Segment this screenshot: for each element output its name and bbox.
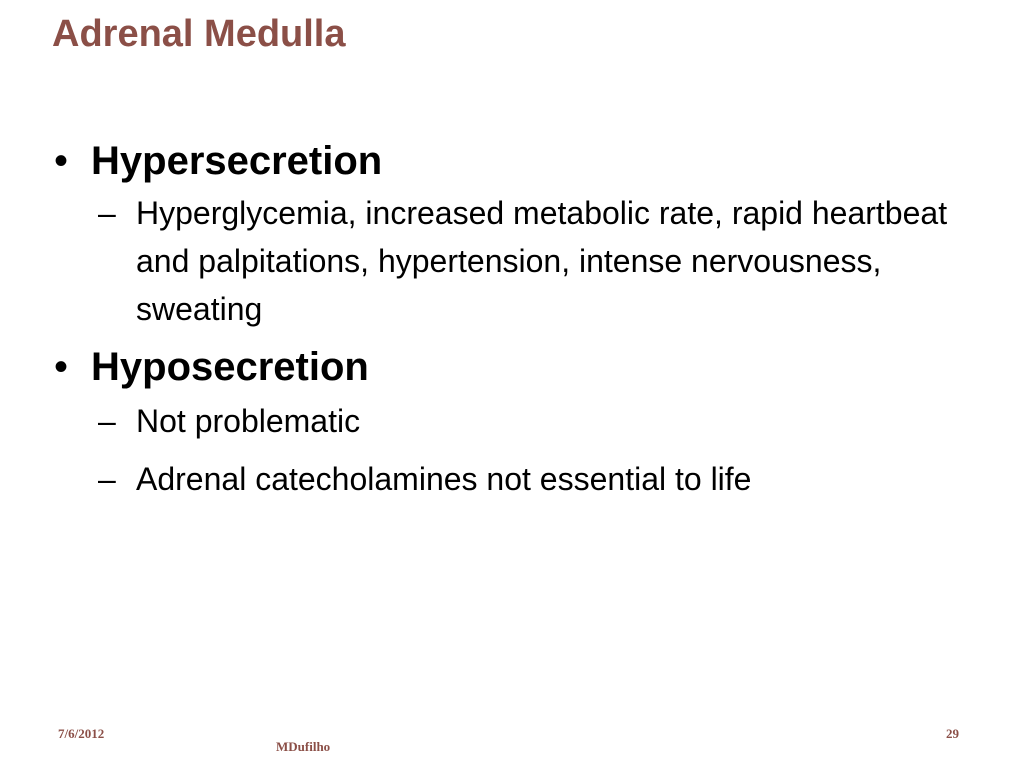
- sub-bullet-item: [98, 397, 984, 445]
- sub-bullet-text-symptoms: Hyperglycemia, increased metabolic rate, rapid heartbeat and palpitations, hypertension, intense nervousness, sweating: [136, 195, 948, 327]
- sub-bullet-item: [98, 189, 984, 333]
- sub-bullet-marker: –: [98, 195, 116, 231]
- bullet-group-hyposecretion: [54, 341, 984, 503]
- bullet-item: [54, 135, 984, 187]
- sub-bullet-marker: –: [98, 403, 116, 439]
- footer-page-number: 29: [946, 726, 959, 741]
- sub-bullet-marker: –: [98, 461, 116, 497]
- sub-bullet-text-catecholamines: Adrenal catecholamines not essential to life: [136, 461, 752, 497]
- bullet-item: [54, 341, 984, 393]
- bullet-heading-hypersecretion: Hypersecretion: [91, 139, 383, 183]
- sub-bullet-item: [98, 455, 984, 503]
- slide-title: Adrenal Medulla: [52, 13, 346, 55]
- bullet-marker: •: [54, 345, 69, 389]
- bullet-group-hypersecretion: [54, 135, 984, 333]
- footer-author: MDufilho: [276, 739, 331, 754]
- footer-date: 7/6/2012: [58, 726, 105, 741]
- slide-content: [54, 135, 984, 503]
- bullet-heading-hyposecretion: Hyposecretion: [91, 345, 369, 389]
- bullet-marker: •: [54, 139, 69, 183]
- sub-bullet-text-not-problematic: Not problematic: [136, 403, 361, 439]
